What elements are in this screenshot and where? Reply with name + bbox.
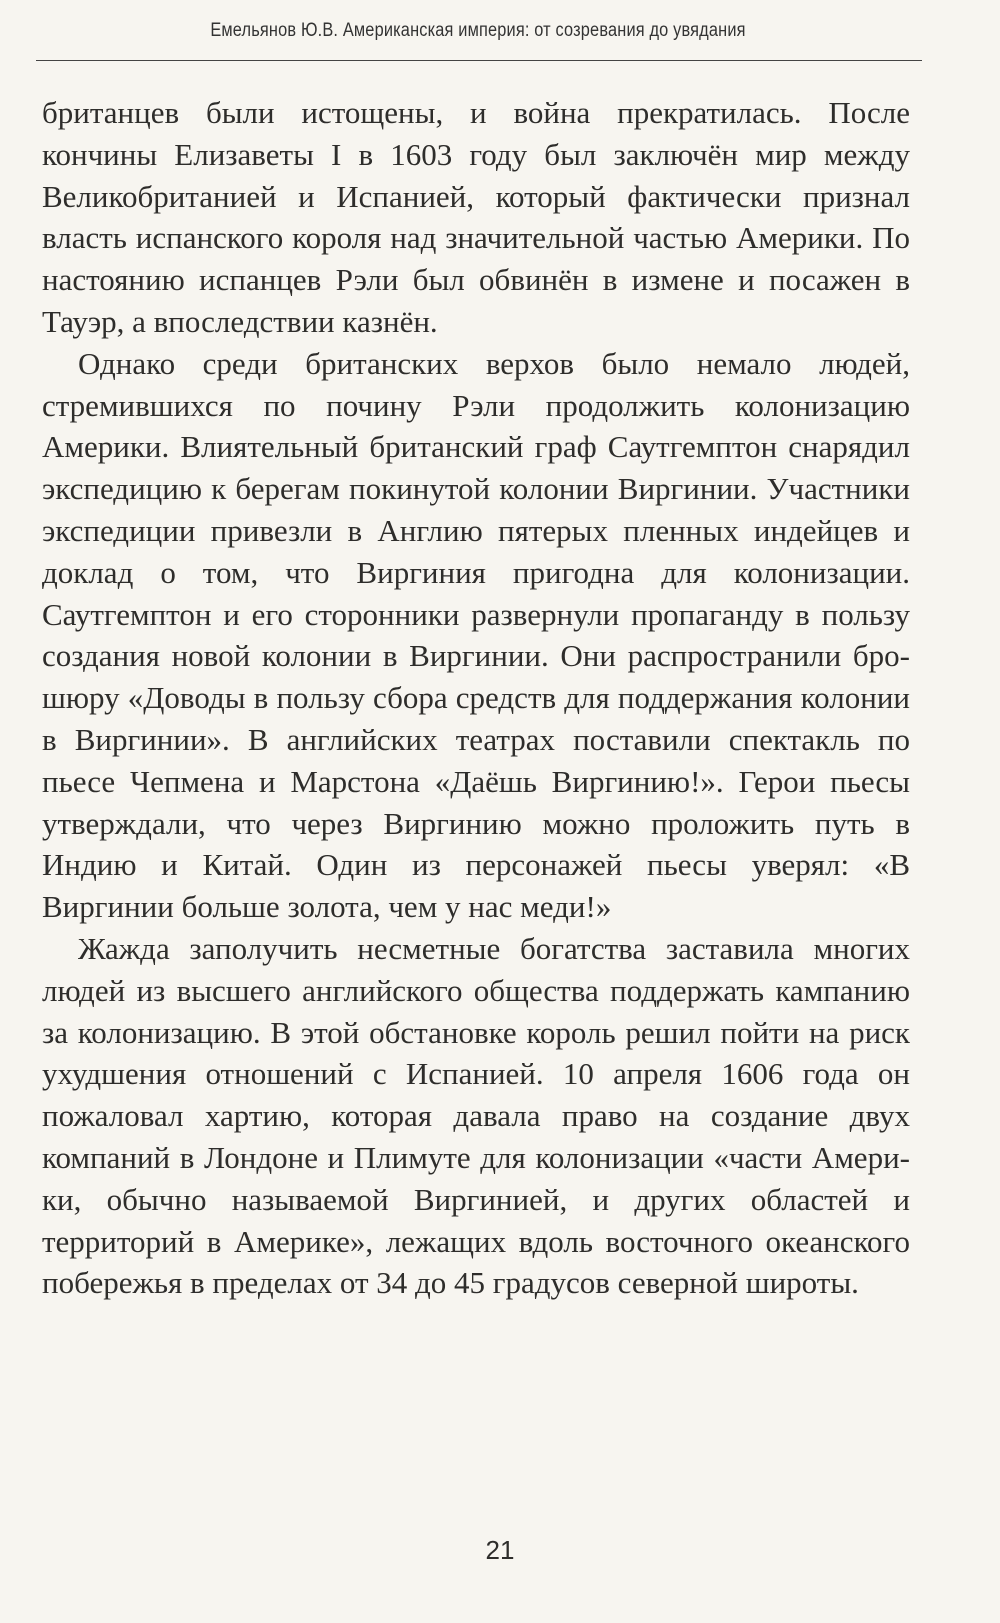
body-text bbox=[42, 92, 910, 1304]
page-number: 21 bbox=[485, 1535, 515, 1565]
paragraph-2: Однако среди британских верхов было немало людей, стремившихся по почину Рэли продолжить колонизацию Америки. Влиятельный британский граф Саутгемптон снарядил экспедицию к берегам покинутой колонии Виргинии. Участники экспедиции привезли в Англию пятерых пленных индейцев и доклад о том, что Виргиния пригодна для колонизации. Саутгемптон и его сторонники развернули пропаганду в пользу создания новой колонии в Виргинии. Они распространили брошюру «Доводы в пользу сбора средств для поддержания колонии в Виргинии». В английских театрах поставили спектакль по пьесе Чепмена и Марстона «Даёшь Виргинию!». Герои пьесы утверждали, что через Виргинию можно проложить путь в Индию и Китай. Один из персонажей пьесы уверял: «В Виргинии больше золота, чем у нас меди!» bbox=[42, 345, 910, 925]
running-header: Емельянов Ю.В. Американская империя: от созревания до увядания bbox=[210, 20, 746, 41]
paragraph-3: Жажда заполучить несметные богатства заставила многих людей из высшего английского общества поддержать кампанию за колонизацию. В этой обстановке король решил пойти на риск ухудшения отношений с Испанией. 10 апреля 1606 года он пожаловал хартию, которая давала право на создание двух компаний в Лондоне и Плимуте для колонизации «части Америки, обычно называемой Виргинией, и других областей и территорий в Америке», лежащих вдоль восточного океанского побережья в пределах от 34 до 45 градусов северной широты. bbox=[42, 930, 910, 1301]
paragraph-1: британцев были истощены, и война прекратилась. После кончины Елизаветы I в 1603 году был заключён мир между Великобританией и Испанией, который фактически признал власть испанского короля над значительной частью Америки. По настоянию испанцев Рэли был обвинён в измене и посажен в Тауэр, а впоследствии казнён. bbox=[42, 95, 910, 339]
header-rule bbox=[36, 60, 922, 61]
